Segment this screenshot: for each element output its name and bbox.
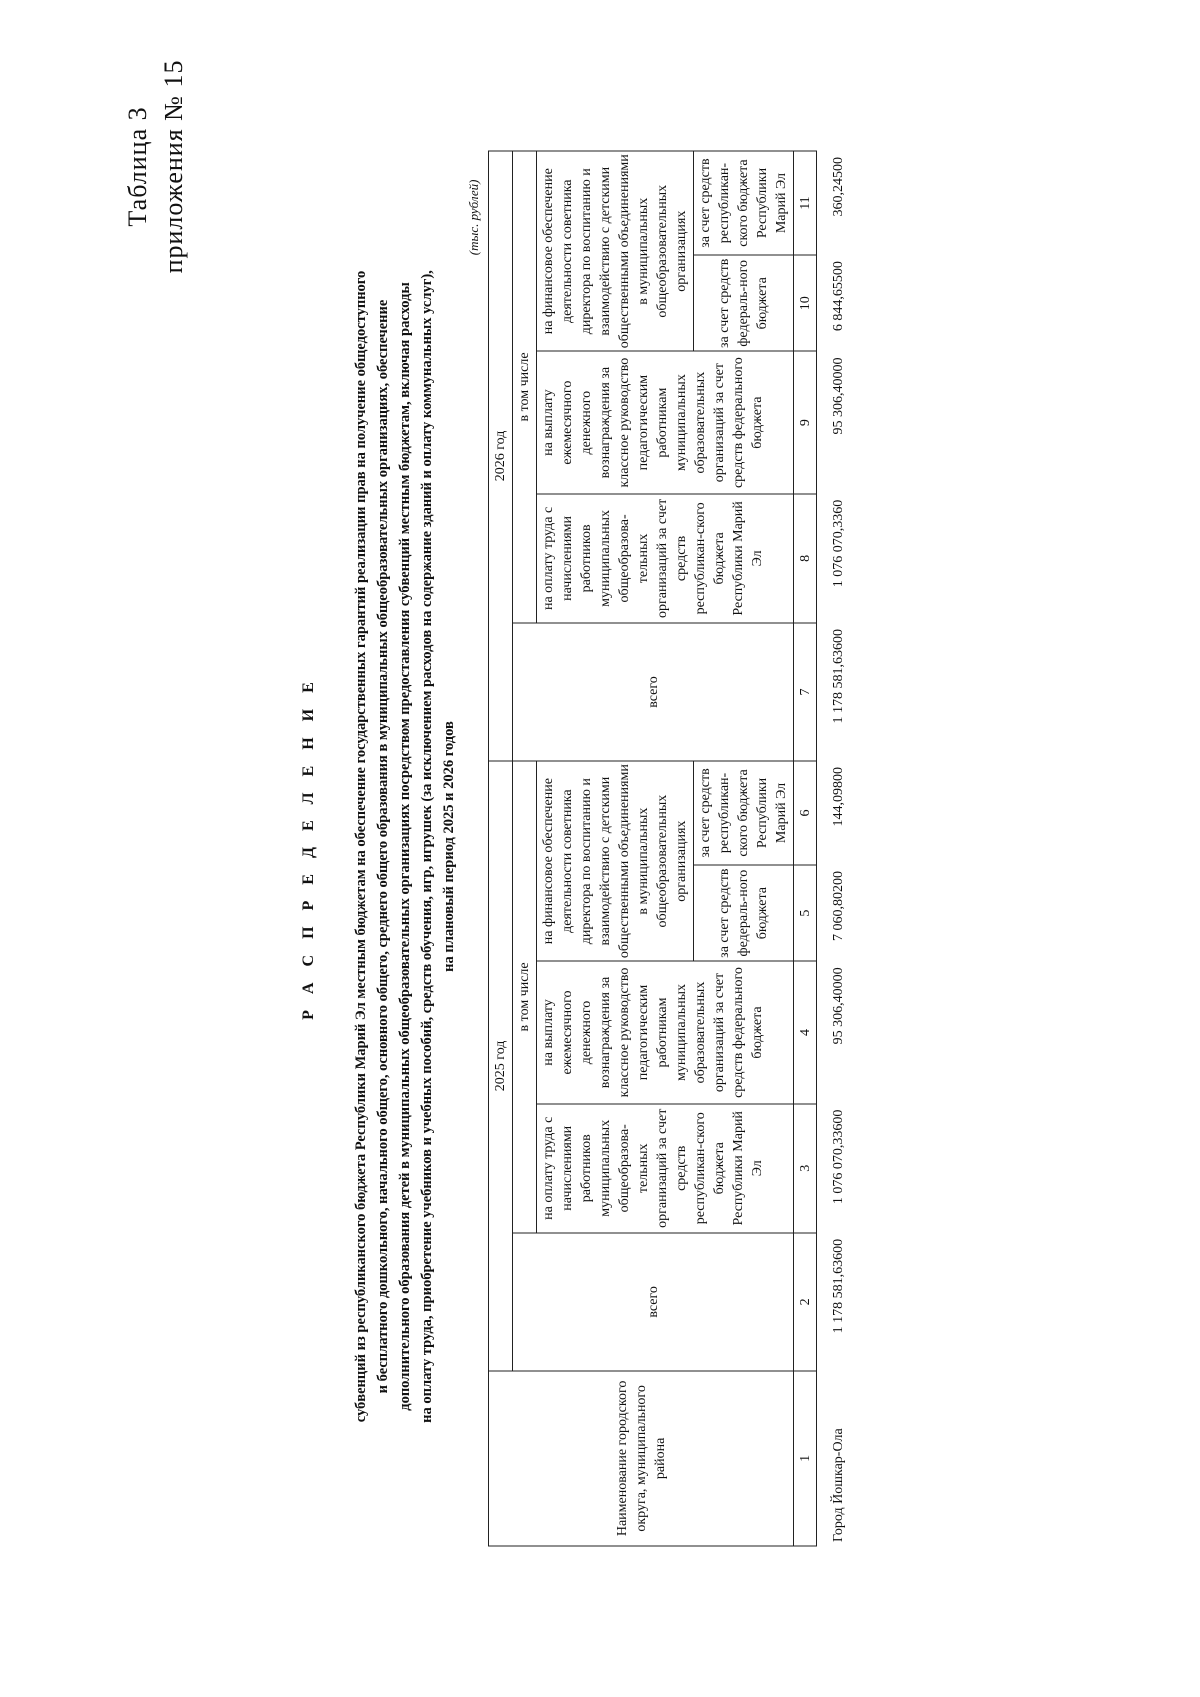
distribution-table <box>488 151 859 1547</box>
description-line: и бесплатного дошкольного, начального общего, основного общего, среднего общего образования в муниципальных общеобразовательных организациях, обеспечение <box>375 299 391 1394</box>
row-value: 360,24500 <box>830 157 846 217</box>
header-including-2026: в том числе <box>513 151 537 623</box>
row-value: 6 844,65500 <box>830 261 846 332</box>
document-description <box>350 247 460 1447</box>
header-advisor-2025: на финансовое обеспечение деятельности советника директора по воспитанию и взаимодействию с детскими общественными объединениями в муниципальных общеобразовательных организациях <box>537 761 694 961</box>
row-value: 7 060,80200 <box>830 870 846 941</box>
column-number: 3 <box>794 1104 817 1233</box>
document-title: Р А С П Р Е Д Е Л Е Н И Е <box>300 676 317 1020</box>
header-total-2025: всего <box>513 1233 794 1371</box>
row-value: 95 306,40000 <box>830 357 846 435</box>
row-value: 1 076 070,33600 <box>830 1109 846 1205</box>
units-label: (тыс. рублей) <box>466 179 481 256</box>
description-line: дополнительного образования детей в муниципальных общеобразовательных организациях посредством предоставления субвенций местным бюджетам, включая расходы <box>397 282 413 1411</box>
header-rep-budget-2026: за счет средств республикан-ского бюджета Республики Марий Эл <box>694 151 794 255</box>
header-labor-pay-2026: на оплату труда с начислениями работников муниципальных общеобразова-тельных организаций за счет средств республикан-ского бюджета Республики Марий Эл <box>537 494 794 623</box>
column-number: 5 <box>794 865 817 961</box>
header-row-including <box>513 151 537 1546</box>
column-numbers-row <box>794 151 817 1546</box>
header-year-2025: 2025 год <box>489 761 513 1371</box>
header-monthly-pay-2025: на выплату ежемесячного денежного вознаграждения за классное руководство педагогическим работникам муниципальных образовательных организаций за счет средств федерального бюджета <box>537 961 794 1103</box>
header-total-2026: всего <box>513 623 794 761</box>
header-advisor-2026: на финансовое обеспечение деятельности советника директора по воспитанию и взаимодействию с детскими общественными объединениями в муниципальных общеобразовательных организациях <box>537 151 694 351</box>
column-number: 4 <box>794 961 817 1103</box>
header-labor-pay-2025: на оплату труда с начислениями работников муниципальных общеобразова-тельных организаций за счет средств республикан-ского бюджета Республики Марий Эл <box>537 1104 794 1233</box>
row-value: 1 178 581,63600 <box>830 1238 846 1334</box>
document-header <box>120 60 192 274</box>
header-monthly-pay-2026: на выплату ежемесячного денежного вознаграждения за классное руководство педагогическим работникам муниципальных образовательных организаций за счет средств федерального бюджета <box>537 351 794 493</box>
header-fed-budget-2026: за счет средств федераль-ного бюджета <box>694 255 794 351</box>
table-row <box>817 151 860 1546</box>
column-number: 1 <box>794 1371 817 1546</box>
header-name-column: Наименование городского округа, муниципального района <box>489 1371 794 1546</box>
column-number: 2 <box>794 1233 817 1371</box>
row-value: 1 076 070,3360 <box>830 499 846 588</box>
header-row-years <box>489 151 513 1546</box>
header-year-2026: 2026 год <box>489 151 513 761</box>
description-line: на оплату труда, приобретение учебников и учебных пособий, средств обучения, игр, игрушек (за исключением расходов на содержание зданий и оплату коммунальных услуг), <box>419 270 435 1423</box>
row-value: 95 306,40000 <box>830 967 846 1045</box>
column-number: 11 <box>794 151 817 255</box>
table-number-label: Таблица 3 <box>123 106 152 227</box>
column-number: 10 <box>794 255 817 351</box>
column-number: 8 <box>794 494 817 623</box>
header-including-2025: в том числе <box>513 761 537 1233</box>
column-number: 7 <box>794 623 817 761</box>
row-value: 144,09800 <box>830 766 846 827</box>
description-line: на плановый период 2025 и 2026 годов <box>441 721 457 972</box>
header-rep-budget-2025: за счет средств республикан-ского бюджета Республики Марий Эл <box>694 761 794 865</box>
column-number: 6 <box>794 761 817 865</box>
description-line: субвенций из республиканского бюджета Республики Марий Эл местным бюджетам на обеспечение государственных гарантий реализации прав на получение общедоступного <box>353 270 369 1423</box>
header-fed-budget-2025: за счет средств федераль-ного бюджета <box>694 865 794 961</box>
appendix-label: приложения № 15 <box>159 59 188 274</box>
column-number: 9 <box>794 351 817 493</box>
row-name: Город Йошкар-Ола <box>830 1428 846 1542</box>
row-value: 1 178 581,63600 <box>830 629 846 724</box>
